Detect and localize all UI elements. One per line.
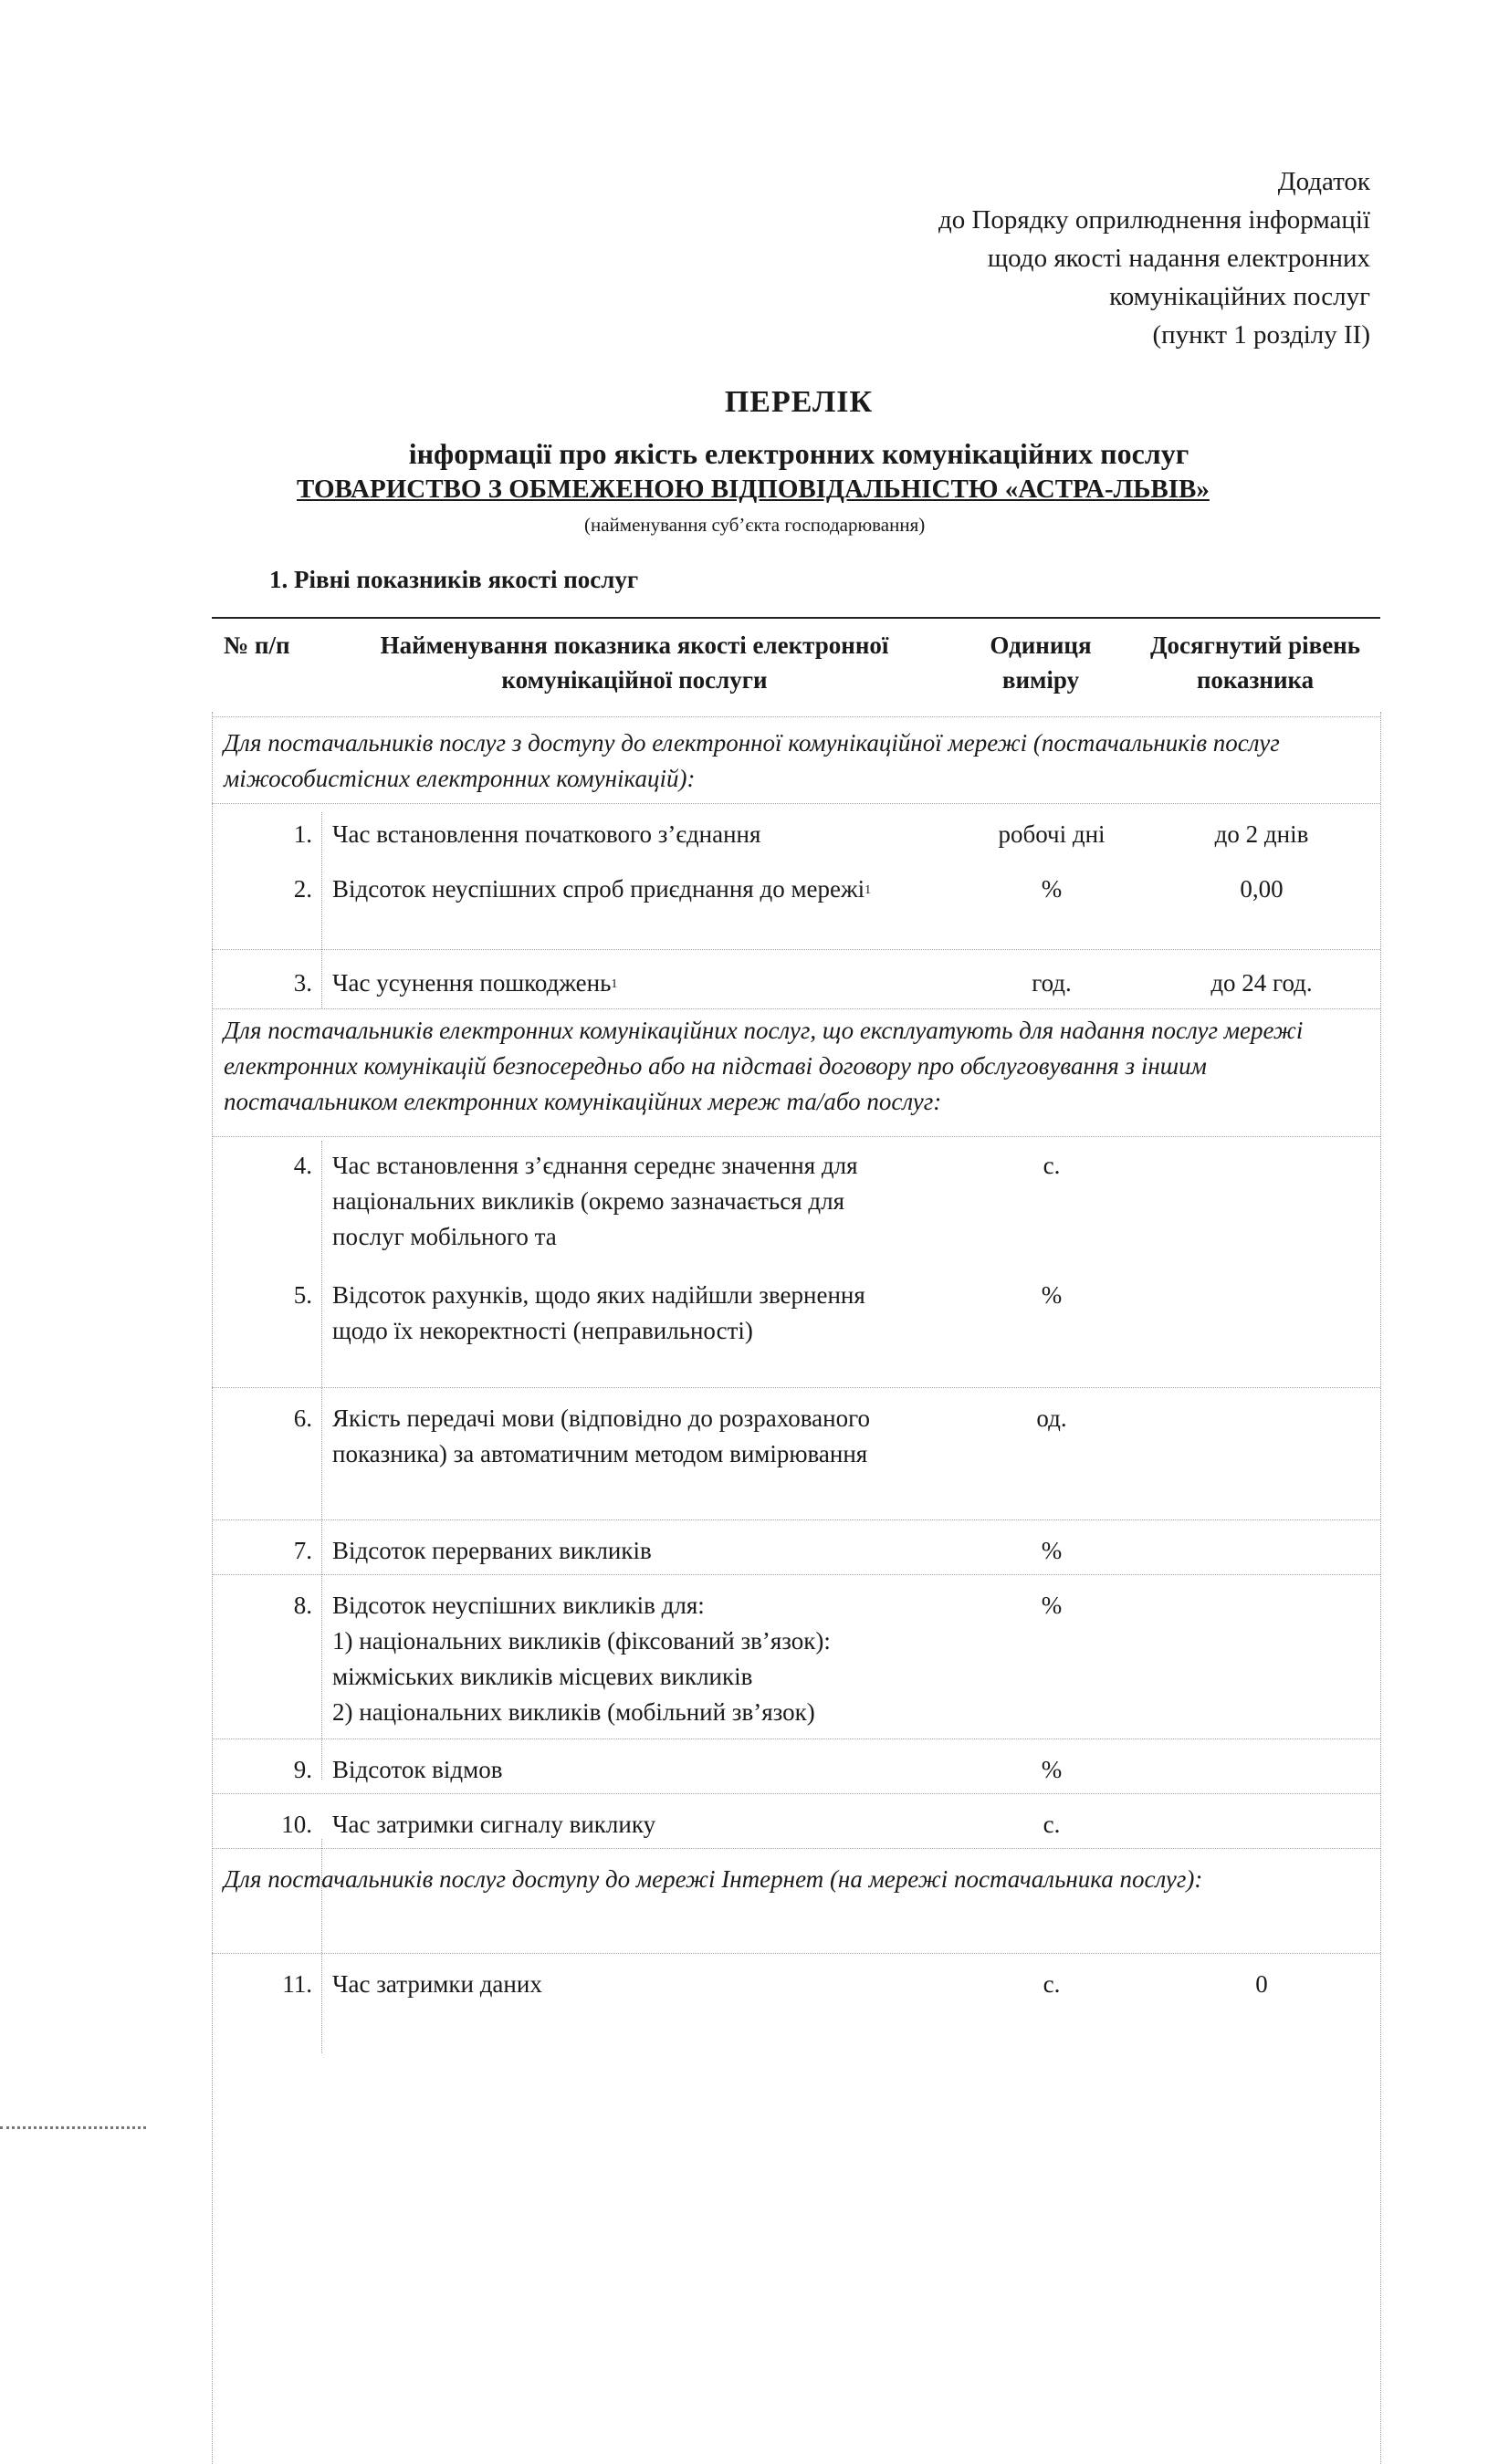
row-name: Відсоток рахунків, щодо яких надійшли звернення щодо їх некоректності (неправильності): [332, 1281, 865, 1344]
row-number: 4.: [293, 1152, 312, 1179]
row-number: 3.: [293, 969, 312, 997]
row-number: 7.: [293, 1537, 312, 1564]
grid-line: [212, 1136, 1380, 1137]
grid-line: [212, 1387, 1380, 1388]
appendix-note: [938, 162, 1370, 354]
row-unit: с.: [1043, 1152, 1061, 1179]
row-name: Якість передачі мови (відповідно до розрахованого показника) за автоматичним методом вимірювання: [332, 1404, 870, 1467]
grid-line: [212, 1519, 1380, 1520]
row-unit: %: [1041, 1281, 1063, 1309]
row-name: Час встановлення з’єднання середнє значення для національних викликів (окремо зазначається для послуг мобільного та: [332, 1152, 858, 1250]
section-title: 1. Рівні показників якості послуг: [269, 566, 639, 593]
appendix-line: щодо якості надання електронних: [987, 244, 1370, 273]
header-unit: Одиниця виміру: [990, 632, 1092, 694]
header-no: № п/п: [224, 632, 290, 659]
grid-line: [212, 1738, 1380, 1739]
row-number: 2.: [293, 875, 312, 903]
row-unit: %: [1041, 1756, 1063, 1783]
appendix-line: комунікаційних послуг: [1109, 282, 1370, 311]
row-number: 10.: [281, 1811, 312, 1838]
row-number: 5.: [293, 1281, 312, 1309]
appendix-line: (пункт 1 розділу ІІ): [1152, 320, 1370, 350]
row-name: Відсоток відмов: [332, 1756, 503, 1783]
row-unit: од.: [1036, 1404, 1067, 1432]
header-name: Найменування показника якості електронної комунікаційної послуги: [380, 632, 889, 694]
row-unit: %: [1041, 1537, 1063, 1564]
grid-line: [321, 1141, 322, 1780]
scan-edge-mark: [0, 2126, 146, 2129]
page-title: ПЕРЕЛІК: [724, 385, 874, 419]
row-name: Час затримки сигналу виклику: [332, 1811, 656, 1838]
row-name: Час затримки даних: [332, 1970, 542, 1998]
row-name-cell: [332, 872, 917, 908]
company-caption: (найменування суб’єкта господарювання): [584, 514, 926, 536]
grid-line: [212, 716, 1380, 717]
grid-line: [1380, 712, 1381, 2464]
row-name-line: 1) національних викликів (фіксований зв’язок):: [332, 1627, 831, 1655]
row-level: до 2 днів: [1214, 820, 1309, 848]
row-name: Відсоток неуспішних спроб приєднання до мережі: [332, 875, 865, 903]
appendix-line: Додаток: [1277, 167, 1370, 196]
grid-line: [212, 1793, 1380, 1794]
row-unit: с.: [1043, 1970, 1061, 1998]
grid-line: [212, 803, 1380, 804]
row-name: Відсоток перерваних викликів: [332, 1537, 652, 1564]
row-name-cell: [332, 966, 917, 1002]
row-name: Час встановлення початкового з’єднання: [332, 820, 761, 848]
grid-line: [212, 1574, 1380, 1575]
grid-line: [212, 949, 1380, 950]
row-name: Відсоток неуспішних викликів для:: [332, 1592, 705, 1619]
grid-line: [212, 1848, 1380, 1849]
row-unit: с.: [1043, 1811, 1061, 1838]
row-name: Час усунення пошкоджень: [332, 969, 612, 997]
grid-line: [212, 1008, 1380, 1009]
row-unit: %: [1041, 1592, 1063, 1619]
grid-line: [321, 812, 322, 1008]
row-number: 9.: [293, 1756, 312, 1783]
row-name-line: 2) національних викликів (мобільний зв’язок): [332, 1698, 815, 1726]
grid-line: [212, 1953, 1380, 1954]
row-name-cell: [332, 1588, 917, 1730]
company-name: ТОВАРИСТВО З ОБМЕЖЕНОЮ ВІДПОВІДАЛЬНІСТЮ «АСТРА-ЛЬВІВ»: [297, 475, 1210, 504]
row-unit: %: [1041, 875, 1063, 903]
appendix-line: до Порядку оприлюднення інформації: [938, 205, 1370, 235]
row-level: до 24 год.: [1210, 969, 1313, 997]
row-unit: робочі дні: [998, 820, 1106, 848]
row-name-line: міжміських викликів місцевих викликів: [332, 1663, 753, 1690]
row-number: 11.: [282, 1970, 312, 1998]
footnote-mark: 1: [611, 977, 618, 991]
table-top-rule: [212, 617, 1380, 619]
group-heading: Для постачальників послуг з доступу до електронної комунікаційної мережі (постачальників послуг міжособистісних електронних комунікацій):: [224, 729, 1280, 792]
row-level: 0,00: [1240, 875, 1284, 903]
title-block: [0, 381, 1509, 475]
group-heading: Для постачальників послуг доступу до мережі Інтернет (на мережі постачальника послуг):: [224, 1865, 1203, 1893]
footnote-mark: 1: [865, 883, 872, 897]
row-level: 0: [1255, 1970, 1268, 1998]
row-unit: год.: [1032, 969, 1072, 997]
row-number: 8.: [293, 1592, 312, 1619]
group-heading: Для постачальників електронних комунікаційних послуг, що експлуатують для надання послуг мережі електронних комунікацій безпосередньо або на підставі договору про обслуговування з іншим постачальником електронних комунікаційних мереж та/або послуг:: [224, 1017, 1304, 1115]
page-subtitle: інформації про якість електронних комунікаційних послуг: [408, 437, 1189, 470]
row-number: 6.: [293, 1404, 312, 1432]
header-level: Досягнутий рівень показника: [1149, 632, 1361, 694]
row-number: 1.: [293, 820, 312, 848]
